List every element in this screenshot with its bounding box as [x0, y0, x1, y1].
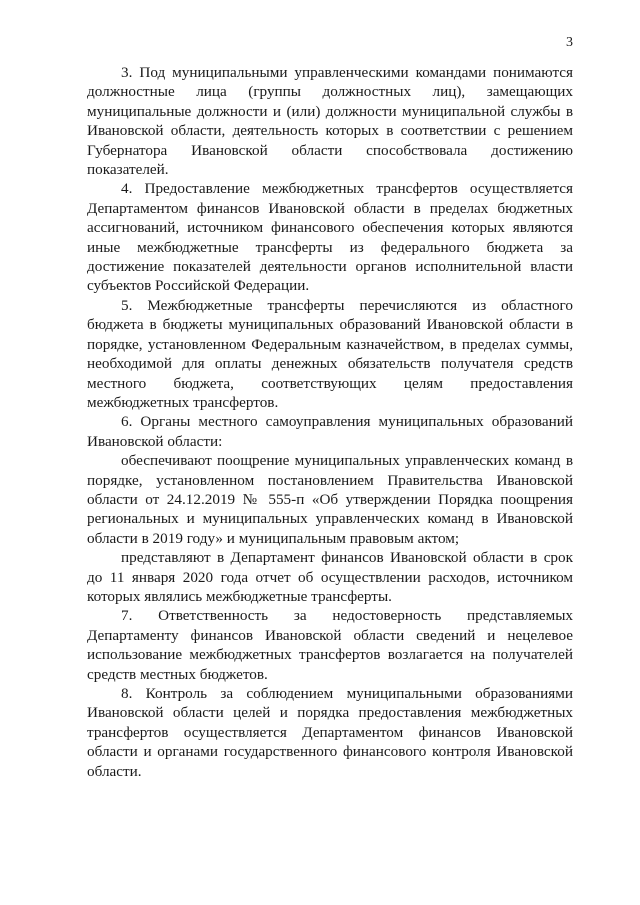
paragraph-item-6-sub-2: представляют в Департамент финансов Ивановской области в срок до 11 января 2020 года отчет об осуществлении расходов, источником которых являлись межбюджетные трансферты.	[87, 549, 573, 605]
paragraph-item-6: 6. Органы местного самоуправления муниципальных образований Ивановской области:	[87, 413, 573, 450]
paragraph-item-7: 7. Ответственность за недостоверность представляемых Департаменту финансов Ивановской области сведений и нецелевое использование межбюджетных трансфертов возлагается на получателей средств местных бюджетов.	[87, 607, 573, 683]
document-body	[87, 63, 573, 781]
paragraph-item-3: 3. Под муниципальными управленческими командами понимаются должностные лица (группы должностных лиц), замещающих муниципальные должности и (или) должности муниципальной службы в Ивановской области, деятельность которых в соответствии с решением Губернатора Ивановской области способствовала достижению показателей.	[87, 64, 573, 179]
paragraph-item-6-sub-1: обеспечивают поощрение муниципальных управленческих команд в порядке, установленном постановлением Правительства Ивановской области от 24.12.2019 № 555-п «Об утверждении Порядка поощрения региональных и муниципальных управленческих команд в Ивановской области в 2019 году» и муниципальным правовым актом;	[87, 452, 573, 547]
paragraph-item-5: 5. Межбюджетные трансферты перечисляются из областного бюджета в бюджеты муниципальных образований Ивановской области в порядке, установленном Федеральным казначейством, в пределах суммы, необходимой для оплаты денежных обязательств получателя средств местного бюджета, соответствующих целям предоставления межбюджетных трансфертов.	[87, 296, 573, 411]
paragraph-item-4: 4. Предоставление межбюджетных трансфертов осуществляется Департаментом финансов Ивановской области в пределах бюджетных ассигнований, источником финансового обеспечения которых являются иные межбюджетные трансферты из федерального бюджета за достижение показателей деятельности органов исполнительной власти субъектов Российской Федерации.	[87, 180, 573, 295]
page-number: 3	[566, 35, 573, 50]
paragraph-item-8: 8. Контроль за соблюдением муниципальными образованиями Ивановской области целей и порядка предоставления межбюджетных трансфертов осуществляется Департаментом финансов Ивановской области и органами государственного финансового контроля Ивановской области.	[87, 685, 573, 780]
